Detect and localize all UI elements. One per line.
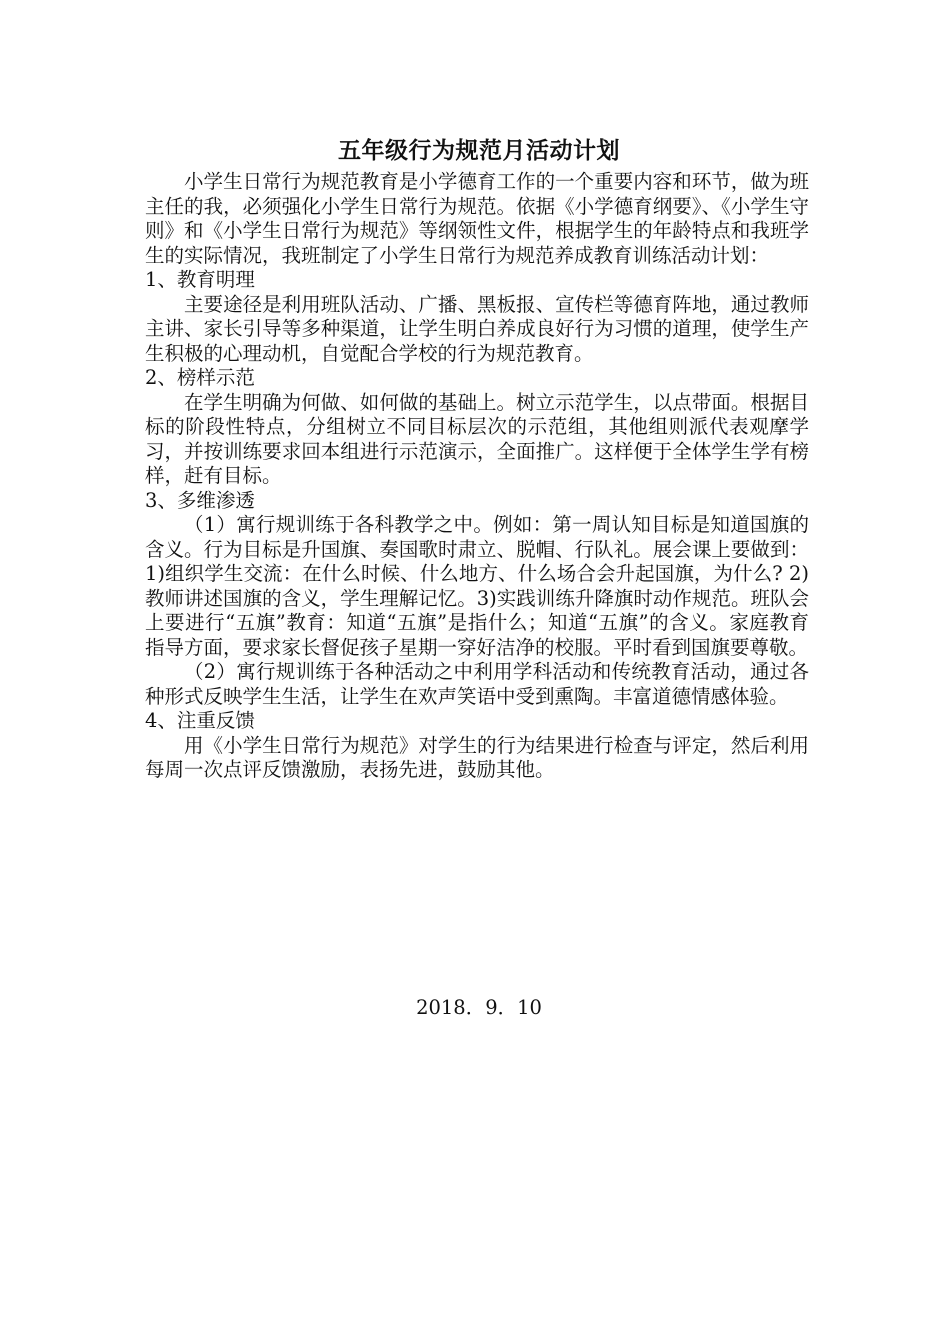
document-body: [145, 132, 809, 783]
section-heading-2: 2、榜样示范: [145, 366, 255, 389]
section-3-paragraph-1: （1）寓行规训练于各科教学之中。例如：第一周认知目标是知道国旗的含义。行为目标是升国旗、奏国歌时肃立、脱帽、行队礼。展会课上要做到：1)组织学生交流：在什么时候、什么地方、什么场合会升起国旗，为什么? 2)教师讲述国旗的含义，学生理解记忆。3)实践训练升降旗时动作规范。班队会上要进行“五旗”教育：知道“五旗”是指什么；知道“五旗”的含义。家庭教育指导方面，要求家长督促孩子星期一穿好洁净的校服。平时看到国旗要尊敬。: [145, 513, 809, 659]
section-2-paragraph: 在学生明确为何做、如何做的基础上。树立示范学生，以点带面。根据目标的阶段性特点，分组树立不同目标层次的示范组，其他组则派代表观摩学习，并按训练要求回本组进行示范演示，全面推广。这样便于全体学生学有榜样，赶有目标。: [145, 390, 809, 487]
section-heading-1: 1、教育明理: [145, 268, 255, 291]
section-1-paragraph: 主要途径是利用班队活动、广播、黑板报、宣传栏等德育阵地，通过教师主讲、家长引导等多种渠道，让学生明白养成良好行为习惯的道理，使学生产生积极的心理动机，自觉配合学校的行为规范教育。: [145, 292, 809, 365]
document-title: 五年级行为规范月活动计划: [338, 137, 620, 164]
section-heading-3: 3、多维渗透: [145, 488, 255, 512]
section-heading-4: 4、注重反馈: [145, 709, 255, 732]
section-3-paragraph-2: （2）寓行规训练于各种活动之中利用学科活动和传统教育活动，通过各种形式反映学生生活，让学生在欢声笑语中受到熏陶。丰富道德情感体验。: [145, 660, 809, 708]
document-date: 2018．9．10: [416, 996, 542, 1019]
section-4-paragraph: 用《小学生日常行为规范》对学生的行为结果进行检查与评定，然后利用每周一次点评反馈激励，表扬先进，鼓励其他。: [145, 733, 809, 781]
intro-paragraph: 小学生日常行为规范教育是小学德育工作的一个重要内容和环节，做为班主任的我，必须强化小学生日常行为规范。依据《小学德育纲要》、《小学生守则》和《小学生日常行为规范》等纲领性文件，根据学生的年龄特点和我班学生的实际情况，我班制定了小学生日常行为规范养成教育训练活动计划：: [145, 170, 809, 267]
